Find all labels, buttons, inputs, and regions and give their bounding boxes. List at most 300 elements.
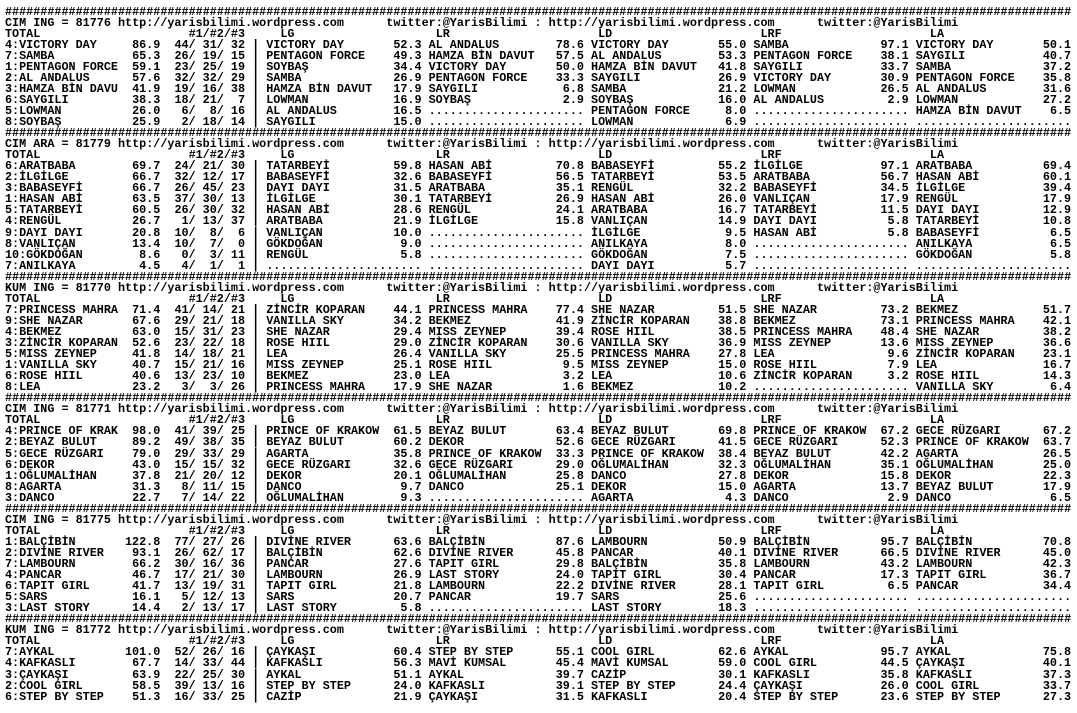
twitter-handle: twitter:@YarisBilimi	[386, 137, 528, 152]
lg-horse-name: VANLIÇAN	[266, 225, 323, 240]
lrf-value: 9.6	[887, 347, 909, 362]
lrf-empty-entry: ......................	[753, 247, 909, 262]
column-header-lrf: LRF	[760, 523, 782, 538]
lr-value: 29.0	[555, 457, 584, 472]
horse-name: 4:KAFKASLI	[5, 656, 76, 671]
column-divider: |	[252, 70, 260, 85]
lr-value: 6.8	[562, 81, 584, 96]
lrf-value: 30.9	[880, 70, 909, 85]
la-value: 5.8	[1049, 247, 1072, 262]
placings: 32/ 12/ 17	[174, 170, 246, 185]
la-value: 37.2	[1042, 59, 1072, 74]
lr-value: 15.8	[555, 214, 584, 229]
la-horse-name: BEKMEZ	[915, 302, 959, 317]
placings: 44/ 31/ 32	[174, 37, 246, 52]
la-value: 51.7	[1042, 302, 1072, 317]
horse-name: 7:PRINCESS MAHRA	[5, 302, 118, 317]
lg-value: 24.0	[393, 678, 422, 693]
horse-name: 2:İLGİLGE	[5, 170, 69, 185]
lg-horse-name: İLGİLGE	[266, 192, 316, 207]
column-divider: |	[252, 247, 260, 262]
lrf-value: 13.6	[880, 336, 909, 350]
lr-horse-name: SOYBAŞ	[428, 92, 471, 107]
lrf-empty-entry: ......................	[753, 103, 909, 118]
lr-horse-name: İLGİLGE	[428, 214, 479, 229]
result-row	[5, 689, 1077, 704]
horse-name: 7:SAMBA	[5, 48, 55, 63]
la-value: 23.1	[1042, 347, 1072, 362]
race-header	[5, 512, 1077, 527]
horse-name: 1:BALÇİBİN	[5, 534, 76, 549]
lg-value: 59.8	[393, 159, 422, 174]
placings: 41/ 39/ 25	[174, 424, 246, 439]
column-header-lrf: LRF	[760, 634, 782, 649]
la-value: 35.8	[1042, 70, 1072, 85]
horse-name: 3:ZİNCİR KOPARAN	[5, 336, 118, 350]
site-link: http://yarisbilimi.wordpress.com	[117, 623, 344, 638]
lr-value: 25.8	[555, 468, 584, 483]
horse-name: 1:VANILLA SKY	[5, 358, 97, 373]
lrf-value: 15.8	[880, 468, 909, 483]
horse-name: 8:LEA	[5, 380, 41, 395]
ld-value: 50.9	[718, 534, 747, 549]
ld-value: 55.2	[718, 159, 747, 174]
horse-name: 3:HAMZA BİN DAVU	[5, 81, 118, 96]
la-value: 63.7	[1042, 435, 1072, 450]
column-header-total: TOTAL	[5, 413, 41, 428]
column-header-total: TOTAL	[5, 148, 41, 163]
lg-horse-name: SAMBA	[266, 70, 302, 85]
lg-value: 10.0	[393, 225, 422, 240]
total-score: 98.0	[132, 424, 161, 439]
total-score: 66.7	[132, 170, 161, 185]
lr-horse-name: PENTAGON FORCE	[428, 70, 528, 85]
la-empty-entry: ......................	[915, 115, 1072, 129]
la-value: 67.2	[1042, 424, 1072, 439]
la-value: 26.5	[1042, 446, 1072, 461]
lr-horse-name: BEKMEZ	[428, 313, 471, 328]
column-header-ld: LD	[598, 148, 613, 163]
horse-name: 3:DANCO	[5, 490, 55, 505]
la-horse-name: VANILLA SKY	[915, 380, 994, 395]
site-link: http://yarisbilimi.wordpress.com	[117, 402, 344, 417]
lr-empty-entry: ......................	[428, 490, 584, 505]
horse-name: 10:GÖKDOĞAN	[5, 247, 83, 262]
ld-horse-name: VICTORY DAY	[591, 37, 669, 52]
lr-value: 25.5	[555, 347, 584, 362]
lr-horse-name: DANCO	[428, 479, 464, 494]
horse-name: 5:SARS	[5, 590, 48, 605]
colon-separator: :	[534, 623, 542, 638]
lr-horse-name: TAPIT GIRL	[428, 557, 500, 571]
total-score: 66.7	[132, 181, 161, 196]
ld-value: 20.4	[718, 689, 747, 704]
lr-horse-name: KAFKASLI	[428, 678, 486, 693]
la-value: 6.5	[1049, 103, 1072, 118]
lg-value: 51.1	[393, 667, 422, 682]
lrf-value: 5.8	[887, 214, 909, 229]
horse-name: 8:SOYBAŞ	[5, 115, 62, 129]
twitter-handle: twitter:@YarisBilimi	[816, 402, 959, 417]
la-value: 25.0	[1042, 457, 1072, 472]
lrf-horse-name: İLGİLGE	[753, 159, 803, 174]
placings: 24/ 21/ 30	[174, 159, 246, 174]
lr-horse-name: ZİNCİR KOPARAN	[428, 336, 528, 350]
column-divider: |	[252, 457, 260, 472]
horse-name: 6:DEKOR	[5, 457, 55, 472]
lg-horse-name: ÇAYKAŞI	[266, 645, 316, 660]
column-divider: |	[252, 313, 260, 328]
la-empty-entry: ......................	[915, 601, 1072, 616]
lg-horse-name: BABASEYFİ	[266, 170, 330, 185]
ld-value: 28.1	[718, 579, 747, 594]
lr-value: 25.1	[555, 479, 584, 494]
lg-value: 49.3	[393, 48, 422, 63]
lg-value: 9.0	[400, 236, 422, 251]
column-header-total: TOTAL	[5, 291, 41, 306]
lg-value: 26.9	[393, 568, 422, 583]
column-header-lg: LG	[280, 413, 295, 428]
lrf-value: 42.2	[880, 446, 909, 461]
placings: 18/ 21/ 7	[174, 92, 246, 107]
column-header-la: LA	[929, 291, 945, 306]
lg-horse-name: AL ANDALUS	[266, 103, 337, 118]
lrf-horse-name: PRINCESS MAHRA	[753, 324, 853, 339]
lg-value: 16.5	[393, 103, 422, 118]
total-score: 66.2	[132, 557, 161, 571]
colon-separator: :	[534, 137, 542, 152]
column-header-lr: LR	[435, 523, 450, 538]
placings: 23/ 25/ 19	[174, 59, 246, 74]
lg-value: 44.1	[393, 302, 422, 317]
horse-name: 7:ANILKAYA	[5, 258, 76, 273]
ld-horse-name: BEKMEZ	[591, 380, 634, 395]
placings: 14/ 18/ 21	[174, 347, 246, 362]
lr-value: 45.4	[555, 656, 584, 671]
lr-value: 56.5	[555, 170, 584, 185]
lrf-empty-entry: ......................	[753, 236, 909, 251]
la-value: 22.3	[1042, 468, 1072, 483]
ld-value: 7.5	[725, 247, 747, 262]
ld-value: 38.5	[718, 324, 747, 339]
lr-value: 9.5	[562, 358, 584, 373]
placings: 6/ 8/ 16	[181, 103, 246, 118]
lg-horse-name: LAST STORY	[266, 601, 337, 616]
lr-horse-name: OĞLUMALİHAN	[428, 468, 507, 483]
horse-name: 4:RENGÜL	[5, 214, 62, 229]
horse-name: 5:TATARBEYİ	[5, 203, 83, 218]
ld-value: 62.6	[718, 645, 747, 660]
ld-horse-name: LOWMAN	[591, 115, 634, 129]
ld-value: 69.8	[718, 424, 747, 439]
lrf-horse-name: LAMBOURN	[753, 557, 810, 571]
column-header-lrf: LRF	[760, 26, 782, 41]
ld-horse-name: RENGÜL	[591, 181, 634, 196]
horse-name: 5:GECE RÜZGARI	[5, 446, 104, 461]
total-score: 14.4	[132, 601, 161, 616]
column-header-placings: #1/#2/#3	[188, 148, 246, 163]
la-horse-name: AL ANDALUS	[915, 81, 987, 96]
lg-horse-name: DIVİNE RIVER	[266, 534, 351, 549]
placings: 39/ 13/ 16	[174, 678, 246, 693]
total-score: 41.8	[132, 347, 161, 362]
ld-value: 14.9	[718, 214, 747, 229]
lg-value: 21.9	[393, 689, 422, 704]
la-horse-name: AGARTA	[915, 446, 959, 461]
la-horse-name: LEA	[915, 358, 937, 373]
la-value: 6.5	[1049, 490, 1072, 505]
placings: 15/ 21/ 16	[174, 358, 246, 373]
horse-name: 6:STEP BY STEP	[5, 689, 104, 704]
lrf-empty-entry: ......................	[753, 380, 909, 395]
lrf-horse-name: ROSE HIIL	[753, 358, 817, 373]
horse-name: 3:ÇAYKAŞI	[5, 667, 69, 682]
site-link: http://yarisbilimi.wordpress.com	[117, 512, 344, 527]
placings: 19/ 16/ 38	[174, 81, 246, 96]
la-horse-name: İLGİLGE	[915, 181, 966, 196]
la-horse-name: DEKOR	[915, 468, 952, 483]
lrf-value: 26.5	[880, 81, 909, 96]
twitter-handle: twitter:@YarisBilimi	[816, 512, 959, 527]
ld-value: 26.9	[718, 70, 747, 85]
ld-horse-name: DEKOR	[591, 479, 627, 494]
lg-value: 32.6	[393, 457, 422, 472]
lg-value: 63.6	[393, 534, 422, 549]
race-title: CIM ING = 81775	[5, 512, 111, 527]
site-link: http://yarisbilimi.wordpress.com	[548, 512, 775, 527]
total-score: 8.6	[139, 247, 161, 262]
column-divider: |	[252, 59, 260, 74]
placings: 77/ 27/ 26	[174, 534, 246, 549]
twitter-handle: twitter:@YarisBilimi	[386, 623, 528, 638]
ld-value: 27.8	[718, 468, 747, 483]
total-score: 38.3	[132, 92, 161, 107]
lr-value: 87.6	[555, 534, 584, 549]
lg-value: 17.9	[393, 81, 422, 96]
site-link: http://yarisbilimi.wordpress.com	[548, 15, 775, 30]
lg-value: 32.6	[393, 170, 422, 185]
lr-value: 1.6	[562, 380, 584, 395]
column-divider: |	[252, 324, 260, 339]
column-header-lrf: LRF	[760, 148, 782, 163]
total-score: 93.1	[132, 545, 161, 560]
ld-value: 18.3	[718, 601, 747, 616]
la-horse-name: GECE RÜZGARI	[915, 424, 1001, 439]
la-value: 39.4	[1042, 181, 1072, 196]
hash-separator: #######################################################################################################################################################	[5, 4, 1072, 19]
lg-horse-name: HAMZA BİN DAVUT	[266, 81, 373, 96]
horse-name: 4:VICTORY DAY	[5, 37, 97, 52]
placings: 21/ 20/ 12	[174, 468, 246, 483]
ld-value: 8.0	[725, 236, 747, 251]
ld-horse-name: LEA	[591, 369, 613, 384]
site-link: http://yarisbilimi.wordpress.com	[548, 623, 775, 638]
lrf-value: 6.5	[887, 579, 909, 594]
lr-value: 50.0	[555, 59, 584, 74]
la-value: 33.7	[1042, 678, 1072, 693]
hash-separator: #######################################################################################################################################################	[5, 126, 1072, 141]
lr-value: 39.7	[555, 667, 584, 682]
total-score: 4.5	[139, 258, 161, 273]
placings: 41/ 14/ 21	[174, 302, 246, 317]
lr-empty-entry: ......................	[428, 103, 584, 118]
la-value: 36.7	[1042, 568, 1072, 583]
lg-horse-name: GECE RÜZGARI	[266, 457, 351, 472]
la-value: 42.3	[1042, 557, 1072, 571]
total-score: 43.0	[132, 457, 161, 472]
la-value: 6.5	[1049, 225, 1072, 240]
column-divider: |	[252, 170, 260, 185]
horse-name: 1:OĞLUMALİHAN	[5, 468, 97, 483]
column-divider: |	[252, 103, 260, 118]
twitter-handle: twitter:@YarisBilimi	[816, 137, 959, 152]
lrf-horse-name: LEA	[753, 347, 775, 362]
lrf-horse-name: HASAN ABİ	[753, 225, 817, 240]
lrf-horse-name: LOWMAN	[753, 81, 796, 96]
lr-empty-entry: ......................	[428, 601, 584, 616]
ld-horse-name: BALÇİBİN	[591, 557, 648, 571]
total-score: 22.7	[132, 490, 161, 505]
placings: 29/ 21/ 18	[174, 313, 246, 328]
lrf-value: 23.6	[880, 689, 909, 704]
la-value: 36.6	[1042, 336, 1072, 350]
ld-value: 24.4	[718, 678, 747, 693]
placings: 30/ 16/ 36	[174, 557, 246, 571]
total-score: 37.8	[132, 468, 161, 483]
lrf-value: 3.2	[887, 369, 909, 384]
lrf-value: 26.0	[880, 678, 909, 693]
horse-name: 4:BEKMEZ	[5, 324, 62, 339]
lg-horse-name: LOWMAN	[266, 92, 309, 107]
la-horse-name: DANCO	[915, 490, 952, 505]
la-empty-entry: ......................	[915, 590, 1072, 605]
column-header-lg: LG	[280, 148, 295, 163]
la-horse-name: LOWMAN	[915, 92, 959, 107]
horse-name: 3:BABASEYFİ	[5, 181, 83, 196]
placings: 13/ 23/ 10	[174, 369, 246, 384]
total-score: 69.7	[132, 159, 161, 174]
lr-horse-name: STEP BY STEP	[428, 645, 514, 660]
lr-horse-name: LEA	[428, 369, 450, 384]
lr-horse-name: MISS ZEYNEP	[428, 324, 507, 339]
column-divider: |	[252, 424, 260, 439]
lr-horse-name: RENGÜL	[428, 203, 471, 218]
lr-value: 19.7	[555, 590, 584, 605]
ld-value: 4.3	[725, 490, 747, 505]
lg-value: 16.9	[393, 92, 422, 107]
lg-horse-name: KAFKASLI	[266, 656, 323, 671]
lr-value: 22.2	[555, 579, 584, 594]
ld-horse-name: ROSE HIIL	[591, 324, 655, 339]
ld-horse-name: DANCO	[591, 468, 627, 483]
lr-horse-name: BABASEYFİ	[428, 170, 493, 185]
column-divider: |	[252, 490, 260, 505]
lrf-horse-name: DEKOR	[753, 468, 789, 483]
total-score: 41.9	[132, 81, 161, 96]
la-horse-name: PENTAGON FORCE	[915, 70, 1015, 85]
race-header	[5, 280, 1077, 295]
la-horse-name: ÇAYKAŞI	[915, 656, 966, 671]
ld-value: 32.3	[718, 457, 747, 472]
horse-name: 8:VANLIÇAN	[5, 236, 76, 251]
column-divider: |	[252, 590, 260, 605]
ld-value: 9.5	[725, 225, 747, 240]
column-header-ld: LD	[598, 26, 613, 41]
lrf-horse-name: SHE NAZAR	[753, 302, 817, 317]
ld-horse-name: VANLIÇAN	[591, 214, 648, 229]
hash-separator: #######################################################################################################################################################	[5, 391, 1072, 406]
ld-value: 21.2	[718, 81, 747, 96]
lr-value: 29.8	[555, 557, 584, 571]
la-value: 60.1	[1042, 170, 1072, 185]
placings: 23/ 22/ 18	[174, 336, 246, 350]
column-header-placings: #1/#2/#3	[188, 634, 246, 649]
ld-value: 35.8	[718, 557, 747, 571]
lrf-horse-name: STEP BY STEP	[753, 689, 839, 704]
column-divider: |	[252, 347, 260, 362]
la-horse-name: BEYAZ BULUT	[915, 479, 994, 494]
column-divider: |	[252, 181, 260, 196]
horse-name: 7:LAMBOURN	[5, 557, 76, 571]
lrf-horse-name: PRINCE OF KRAKOW	[753, 424, 867, 439]
ld-value: 10.2	[718, 380, 747, 395]
lr-horse-name: AYKAL	[428, 667, 464, 682]
lg-value: 21.8	[393, 579, 422, 594]
horse-name: 4:PRINCE OF KRAK	[5, 424, 118, 439]
lg-horse-name: SHE NAZAR	[266, 324, 330, 339]
race-header	[5, 15, 1077, 30]
la-horse-name: KAFKASLI	[915, 667, 973, 682]
lr-horse-name: AL ANDALUS	[428, 37, 500, 52]
lg-value: 34.4	[393, 59, 422, 74]
lg-value: 23.0	[393, 369, 422, 384]
total-score: 60.5	[132, 203, 161, 218]
ld-horse-name: CAZİP	[591, 667, 627, 682]
ld-value: 59.0	[718, 656, 747, 671]
ld-horse-name: GÖKDOĞAN	[591, 247, 648, 262]
la-horse-name: SAMBA	[915, 59, 952, 74]
race-title: CIM ARA = 81779	[5, 137, 111, 152]
placings: 16/ 33/ 25	[174, 689, 246, 704]
ld-value: 16.7	[718, 203, 747, 218]
placings: 15/ 31/ 23	[174, 324, 246, 339]
lg-horse-name: SOYBAŞ	[266, 59, 309, 74]
lg-value: 27.6	[393, 557, 422, 571]
ld-value: 27.8	[718, 347, 747, 362]
ld-value: 8.0	[725, 103, 747, 118]
lrf-value: 35.1	[880, 457, 909, 472]
lg-horse-name: DEKOR	[266, 468, 302, 483]
ld-value: 30.1	[718, 667, 747, 682]
lrf-value: 5.8	[887, 225, 909, 240]
lr-horse-name: TATARBEYİ	[428, 192, 493, 207]
la-horse-name: STEP BY STEP	[915, 689, 1001, 704]
placings: 3/ 3/ 26	[181, 380, 246, 395]
hash-separator: #######################################################################################################################################################	[5, 501, 1072, 516]
la-horse-name: ZİNCİR KOPARAN	[915, 347, 1015, 362]
ld-horse-name: OĞLUMALİHAN	[591, 457, 669, 472]
lr-horse-name: BALÇİBİN	[428, 534, 486, 549]
la-value: 16.7	[1042, 358, 1072, 373]
lg-horse-name: SAYGILI	[266, 115, 316, 129]
la-value: 45.0	[1042, 545, 1072, 560]
total-score: 57.6	[132, 70, 161, 85]
total-score: 16.1	[132, 590, 161, 605]
lrf-value: 38.1	[880, 48, 909, 63]
column-divider: |	[252, 601, 260, 616]
site-link: http://yarisbilimi.wordpress.com	[117, 280, 344, 295]
lr-value: 52.6	[555, 435, 584, 450]
